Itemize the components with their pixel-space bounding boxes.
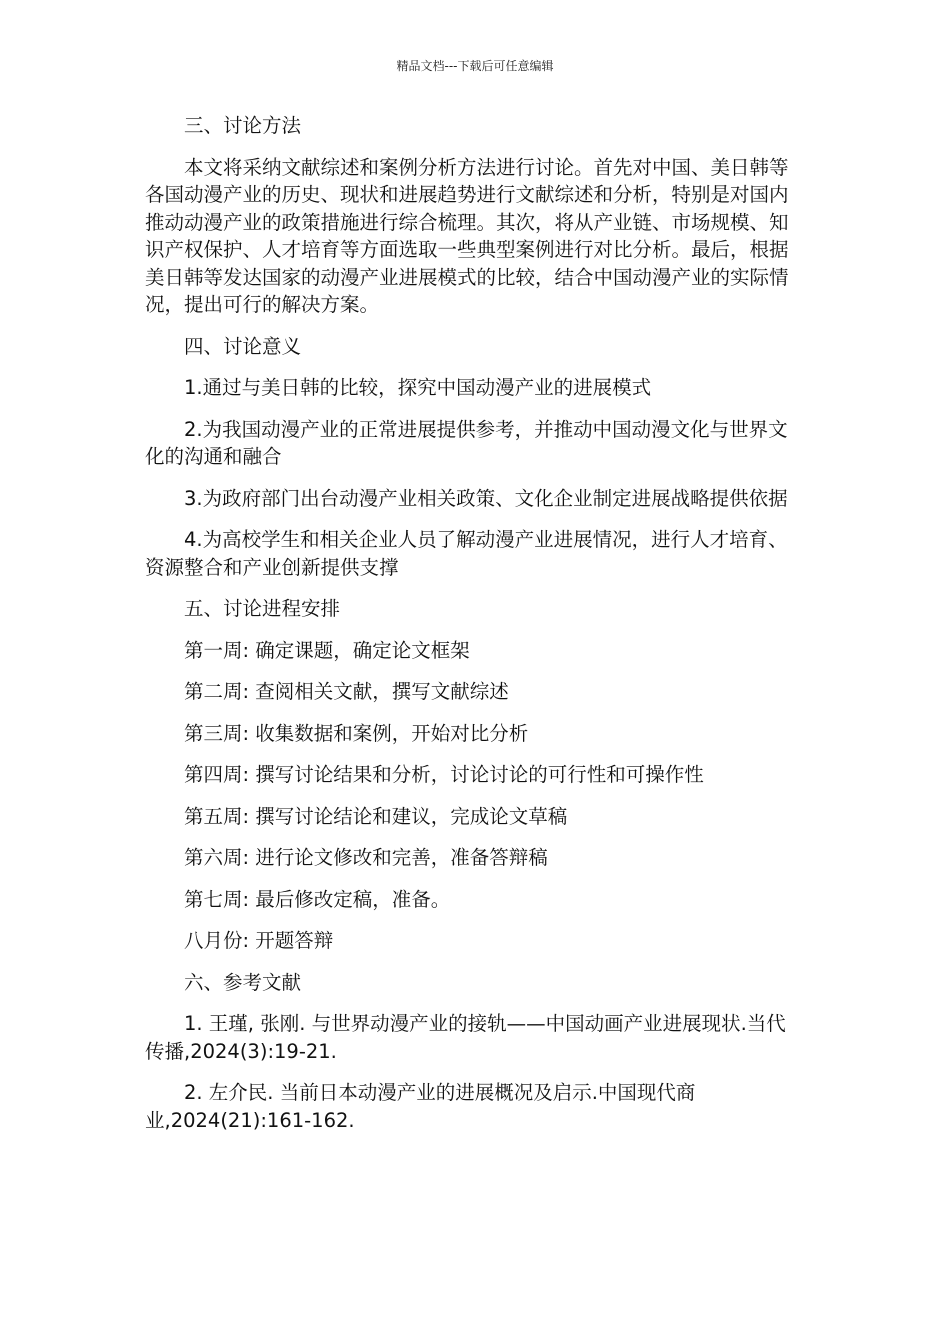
schedule-item: 第五周: 撰写讨论结论和建议，完成论文草稿 [184, 804, 568, 828]
schedule-item: 第四周: 撰写讨论结果和分析，讨论讨论的可行性和可操作性 [184, 763, 704, 786]
reference-item: 2. 左介民. 当前日本动漫产业的进展概况及启示.中国现代商业,2024(21):161-162. [145, 1081, 696, 1132]
schedule-item: 八月份: 开题答辩 [184, 929, 334, 952]
document-body [145, 112, 793, 1148]
schedule-item: 第六周: 进行论文修改和完善，准备答辩稿 [184, 846, 548, 869]
reference-item: 1. 王瑾, 张刚. 与世界动漫产业的接轨——中国动画产业进展现状.当代传播,2024(3):19-21. [145, 1012, 786, 1063]
section-heading-method: 三、讨论方法 [184, 114, 302, 137]
method-paragraph: 本文将采纳文献综述和案例分析方法进行讨论。首先对中国、美日韩等各国动漫产业的历史、现状和进展趋势进行文献综述和分析，特别是对国内推动动漫产业的政策措施进行综合梳理。其次，将从产业链、市场规模、知识产权保护、人才培育等方面选取一些典型案例进行对比分析。最后，根据美日韩等发达国家的动漫产业进展模式的比较，结合中国动漫产业的实际情况，提出可行的解决方案。 [145, 155, 789, 316]
significance-item: 3.为政府部门出台动漫产业相关政策、文化企业制定进展战略提供依据 [184, 486, 788, 510]
section-heading-significance: 四、讨论意义 [184, 334, 302, 358]
page-header: 精品文档---下载后可任意编辑 [396, 59, 554, 73]
schedule-item: 第二周: 查阅相关文献，撰写文献综述 [184, 680, 509, 703]
schedule-item: 第七周: 最后修改定稿，准备。 [184, 887, 451, 911]
schedule-item: 第一周: 确定课题，确定论文框架 [184, 638, 470, 662]
section-heading-schedule: 五、讨论进程安排 [184, 597, 341, 620]
significance-item: 2.为我国动漫产业的正常进展提供参考，并推动中国动漫文化与世界文化的沟通和融合 [145, 417, 788, 468]
significance-item: 1.通过与美日韩的比较，探究中国动漫产业的进展模式 [184, 376, 652, 399]
schedule-item: 第三周: 收集数据和案例，开始对比分析 [184, 721, 529, 745]
significance-item: 4.为高校学生和相关企业人员了解动漫产业进展情况，进行人才培育、资源整合和产业创新提供支撑 [145, 528, 788, 579]
section-heading-references: 六、参考文献 [184, 970, 302, 994]
